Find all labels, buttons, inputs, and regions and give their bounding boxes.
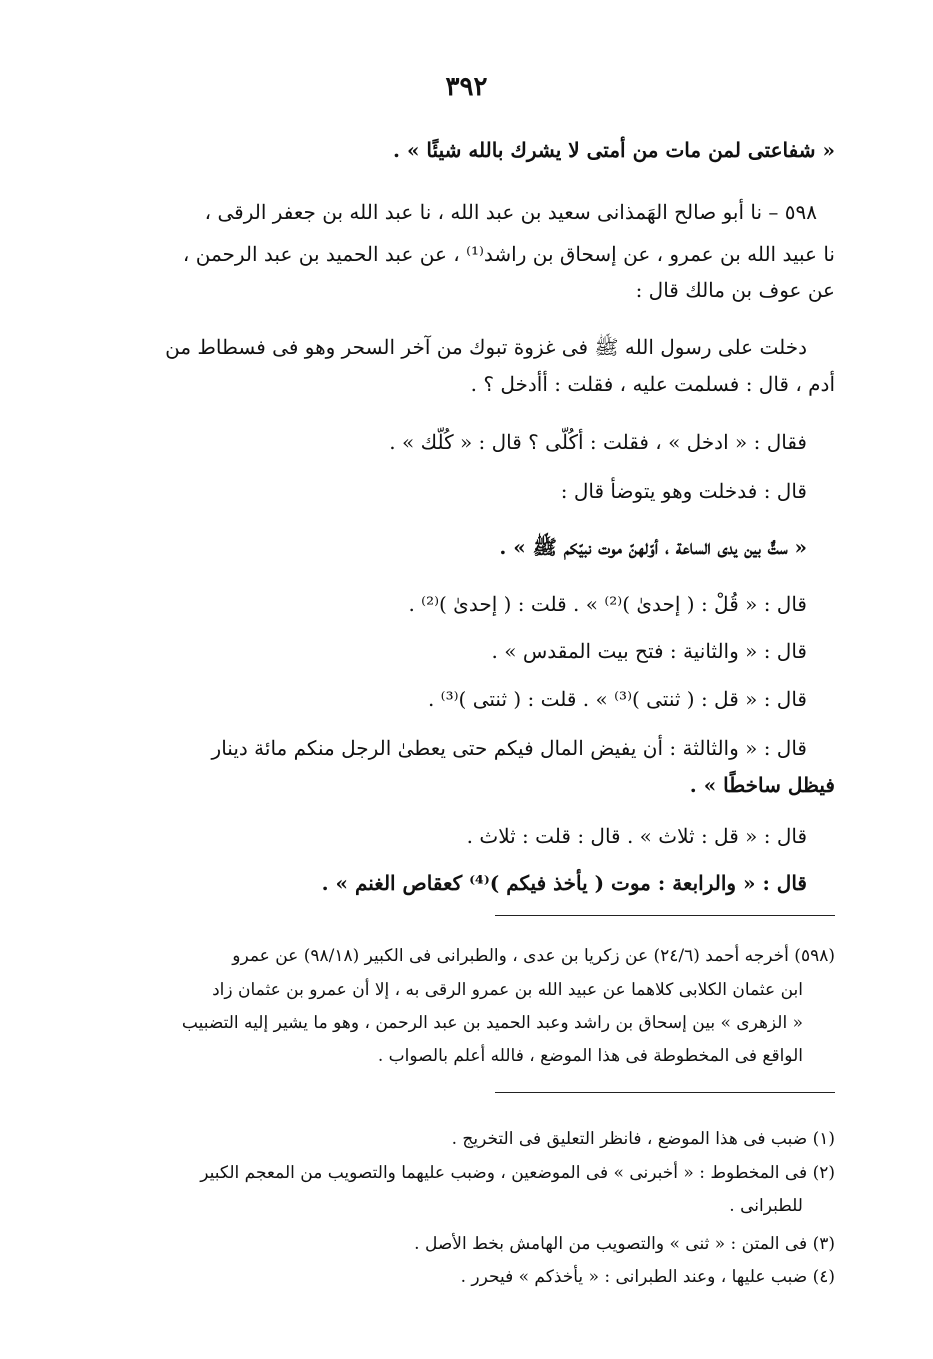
page-number: ٣٩٢ (445, 72, 488, 102)
text-line: قال : « قُلْ : ( إحدىٰ )⁽²⁾ » . قلت : ( إحدىٰ )⁽²⁾ . (408, 592, 807, 616)
text-line: قال : « والرابعة : موت ( يأخذ فيكم )⁽⁴⁾ كعقاص الغنم » . (321, 871, 807, 895)
takhrij-line: الواقع فى المخطوطة فى هذا الموضع ، فالله أعلم بالصواب . (377, 1046, 803, 1066)
text-line: دخلت على رسول الله ﷺ فى غزوة تبوك من آخر السحر وهو فى فسطاط من (165, 335, 807, 359)
takhrij-line: ابن عثمان الكلابى كلاهما عن عبيد الله بن عمرو الرقى به ، إلا أن عمرو بن عثمان زاد (212, 980, 803, 1000)
divider-line-2 (495, 1092, 835, 1093)
footnote-line: (٤) ضبب عليها ، وعند الطبرانى : « يأخذكم » فيحرر . (460, 1267, 835, 1287)
footnote-line: للطبرانى . (729, 1196, 803, 1216)
text-line: فقال : « ادخل » ، فقلت : أكُلّى ؟ قال : « كُلّك » . (389, 430, 807, 454)
footnote-line: (١) ضبب فى هذا الموضع ، فانظر التعليق فى التخريج . (451, 1129, 835, 1149)
text-line: عن عوف بن مالك قال : (635, 278, 835, 302)
text-line: ٥٩٨ – نا أبو صالح الهَمذانى سعيد بن عبد الله ، نا عبد الله بن جعفر الرقى ، (204, 200, 817, 224)
text-line: « ستٌّ بين يدى الساعة ، أوّلهنّ موت نبيّكم ﷺ » . (499, 535, 807, 559)
divider-line-1 (495, 915, 835, 916)
takhrij-line: « الزهرى » بين إسحاق بن راشد وعبد الحميد بن عبد الرحمن ، وهو ما يشير إليه التضبيب (181, 1013, 803, 1033)
text-line: قال : « قل : ( ثنتى )⁽³⁾ » . قلت : ( ثنتى )⁽³⁾ . (427, 687, 807, 711)
text-line: أدم ، قال : فسلمت عليه ، فقلت : أأدخل ؟ . (470, 372, 835, 396)
text-line: قال : فدخلت وهو يتوضأ قال : (560, 479, 807, 503)
text-line: « شفاعتى لمن مات من أمتى لا يشرك بالله شيئًا » . (393, 138, 835, 162)
text-line: فيظل ساخطًا » . (689, 773, 835, 797)
text-line: نا عبيد الله بن عمرو ، عن إسحاق بن راشد⁽¹⁾ ، عن عبد الحميد بن عبد الرحمن ، (182, 242, 835, 266)
text-line: قال : « قل : ثلاث » . قال : قلت : ثلاث . (466, 824, 807, 848)
text-line: قال : « والثانية : فتح بيت المقدس » . (491, 639, 807, 663)
footnote-line: (٢) فى المخطوط : « أخبرنى » فى الموضعين ، وضبب عليهما والتصويب من المعجم الكبير (200, 1163, 835, 1183)
takhrij-line: (٥٩٨) أخرجه أحمد (٢٤/٦) عن زكريا بن عدى ، والطبرانى فى الكبير (٩٨/١٨) عن عمرو (232, 946, 835, 966)
footnote-line: (٣) فى المتن : « ثنى » والتصويب من الهامش بخط الأصل . (414, 1234, 835, 1254)
text-line: قال : « والثالثة : أن يفيض المال فيكم حتى يعطىٰ الرجل منكم مائة دينار (211, 736, 807, 760)
